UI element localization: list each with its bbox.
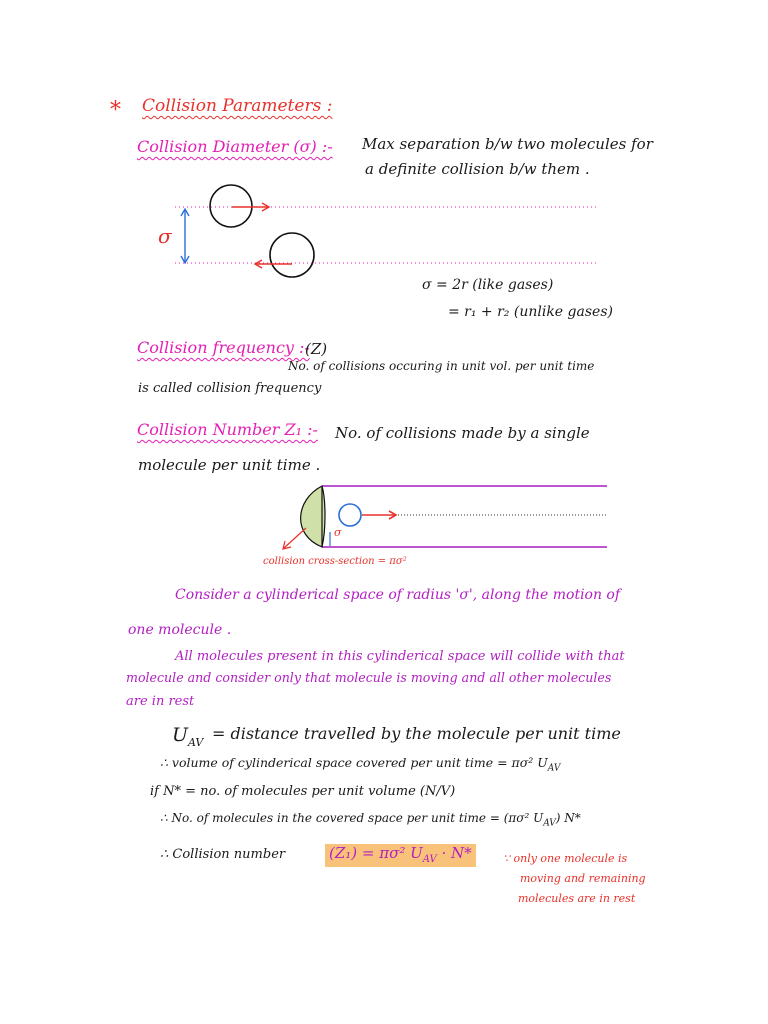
collision-diameter-definition-line1: Max separation b/w two molecules for (362, 135, 653, 153)
paragraph2-line1: All molecules present in this cylinderical space will collide with that (175, 649, 625, 664)
molecules-covered-line: ∴ No. of molecules in the covered space per unit time = (πσ² $U_{AV}$) N* (160, 811, 581, 829)
diameter-equation-1: σ = 2r (like gases) (422, 277, 554, 293)
collision-frequency-heading: Collision frequency :- (137, 338, 310, 357)
collision-number-formula-highlight: (Z₁) = πσ² $U_{AV} \cdot N*$ (325, 844, 476, 867)
title-bullet: * (110, 98, 121, 123)
uav-definition: = distance travelled by the molecule per unit time (212, 724, 621, 743)
paragraph2-line3: are in rest (126, 694, 195, 709)
moving-molecule (339, 504, 361, 526)
note-line1: ∵ only one molecule is (503, 852, 628, 865)
diameter-equation-2: = r₁ + r₂ (unlike gases) (448, 304, 613, 320)
collision-diameter-definition-line2: a definite collision b/w them . (365, 160, 590, 178)
page-title: Collision Parameters : (142, 96, 333, 116)
collision-number-definition-line1: No. of collisions made by a single (335, 424, 590, 442)
sigma-label: σ (158, 224, 172, 248)
paragraph1-line1: Consider a cylinderical space of radius 'σ', along the motion of (175, 587, 621, 603)
cross-section-ellipse (301, 486, 325, 547)
note-line3: molecules are in rest (518, 892, 636, 905)
collision-cross-section-label: collision cross-section = πσ² (263, 556, 407, 567)
collision-frequency-definition-line1: No. of collisions occuring in unit vol. per unit time (288, 359, 595, 373)
collision-diameter-heading: Collision Diameter (σ) :- (137, 137, 333, 156)
number-density-line: if N* = no. of molecules per unit volume (N/V) (150, 784, 456, 799)
paragraph1-line2: one molecule . (128, 622, 232, 638)
collision-frequency-symbol: (Z) (305, 340, 328, 358)
collision-number-result-label: ∴ Collision number (160, 847, 286, 862)
collision-number-definition-line2: molecule per unit time . (138, 456, 321, 474)
paragraph2-line2: molecule and consider only that molecule is moving and all other molecules (126, 670, 612, 685)
volume-covered-line: ∴ volume of cylinderical space covered per unit time = πσ² $U_{AV}$ (160, 755, 561, 774)
label-pointer-arrow (284, 528, 306, 548)
uav-symbol: $U_{AV}$ (172, 724, 204, 749)
note-line2: moving and remaining (520, 872, 646, 885)
collision-frequency-definition-line2: is called collision frequency (138, 381, 322, 396)
collision-number-heading: Collision Number Z₁ :- (137, 420, 318, 439)
cylinder-sigma-label: σ (334, 526, 342, 539)
